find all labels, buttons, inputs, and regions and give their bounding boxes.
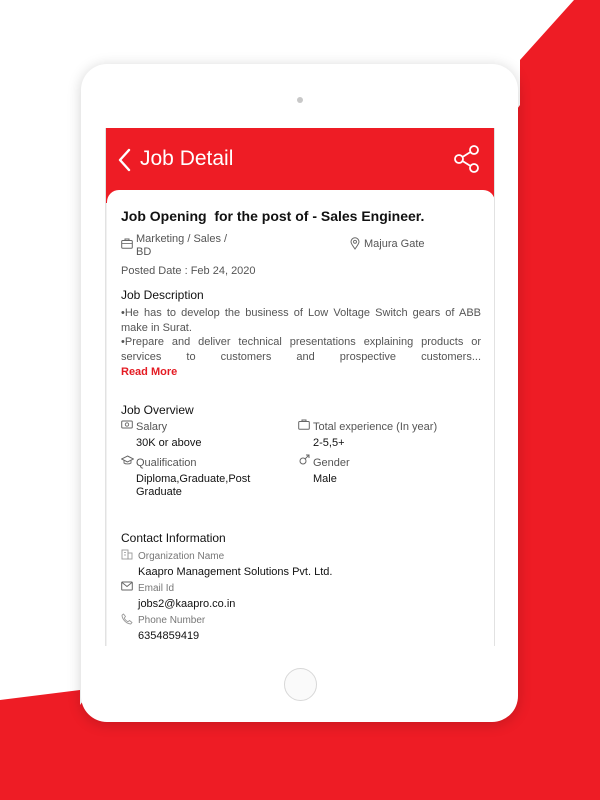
gender-label: Gender <box>313 457 350 469</box>
app-screen <box>105 128 495 646</box>
email-label: Email Id <box>138 583 175 594</box>
building-icon <box>121 548 133 560</box>
experience-icon <box>298 419 310 430</box>
salary-icon <box>121 419 133 430</box>
posted-date: Posted Date : Feb 24, 2020 <box>121 265 256 277</box>
job-overview-heading: Job Overview <box>121 403 194 417</box>
read-more-link[interactable]: Read More <box>121 366 178 378</box>
description-line-2: •Prepare and deliver technical presentations explaining products or services to customers and prospective customers... <box>121 336 481 363</box>
email-value[interactable]: jobs2@kaapro.co.in <box>138 598 236 610</box>
tablet-home-button[interactable] <box>284 668 317 701</box>
chevron-left-icon[interactable] <box>118 148 132 172</box>
gender-icon <box>298 454 311 466</box>
contact-information-heading: Contact Information <box>121 531 226 545</box>
page-title: Job Detail <box>140 147 234 170</box>
email-icon <box>121 581 133 591</box>
phone-number-value[interactable]: 6354859419 <box>138 630 200 642</box>
share-icon[interactable] <box>453 144 481 174</box>
job-category <box>136 233 227 259</box>
location-pin-icon <box>350 237 360 250</box>
qualification-label: Qualification <box>136 457 197 469</box>
organization-name-label: Organization Name <box>138 551 225 562</box>
job-description-heading: Job Description <box>121 288 204 302</box>
salary-label: Salary <box>136 421 168 433</box>
job-category-line1: Marketing / Sales / <box>136 233 228 245</box>
phone-number-label: Phone Number <box>138 615 206 626</box>
description-line-1: •He has to develop the business of Low Voltage Switch gears of ABB make in Surat. <box>121 307 481 334</box>
organization-name-value: Kaapro Management Solutions Pvt. Ltd. <box>138 566 333 578</box>
qualification-value <box>136 473 250 499</box>
job-location: Majura Gate <box>364 238 425 250</box>
experience-value: 2-5,5+ <box>313 437 345 449</box>
phone-icon <box>121 613 133 625</box>
experience-label: Total experience (In year) <box>313 421 438 433</box>
job-title: Job Opening for the post of - Sales Engineer. <box>121 208 425 224</box>
job-description-text <box>121 306 481 364</box>
briefcase-icon <box>121 238 133 249</box>
tablet-camera <box>297 97 303 103</box>
qualification-value-line2: Graduate <box>136 486 182 498</box>
gender-value: Male <box>313 473 337 485</box>
salary-value: 30K or above <box>136 437 202 449</box>
graduation-cap-icon <box>121 455 134 465</box>
job-detail-card <box>107 190 495 646</box>
job-category-line2: BD <box>136 246 152 258</box>
qualification-value-line1: Diploma,Graduate,Post <box>136 473 251 485</box>
